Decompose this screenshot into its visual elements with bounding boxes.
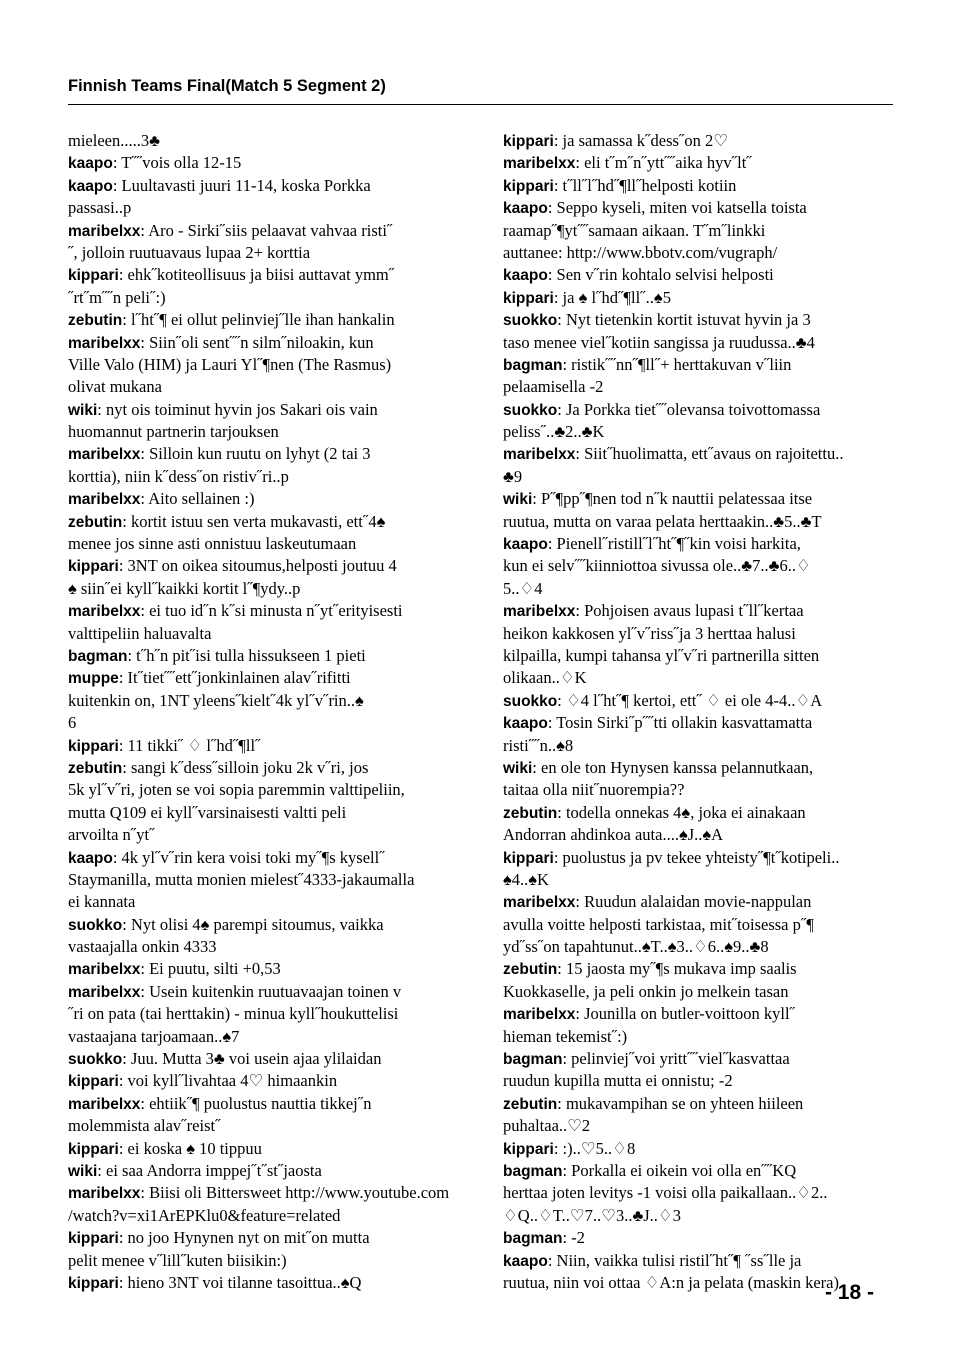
chat-line xyxy=(68,802,458,824)
chat-line xyxy=(68,287,458,309)
chat-line xyxy=(68,824,458,846)
chat-line xyxy=(503,578,893,600)
message-text: : Tosin Sirki˝p˝˝tti ollakin kasvattamatta xyxy=(547,713,813,733)
message-text: : Jounilla on butler-voittoon kyll˝ xyxy=(575,1004,796,1024)
speaker-name: bagman xyxy=(503,1051,563,1069)
chat-line xyxy=(68,421,458,443)
message-text: pelit menee v˝lill˝kuten biisikin:) xyxy=(68,1250,287,1270)
chat-line xyxy=(68,623,458,645)
chat-line xyxy=(68,1093,458,1115)
message-text: : ristik˝˝nn˝¶ll˝+ herttakuvan v˝liin xyxy=(562,354,792,374)
speaker-name: maribelxx xyxy=(68,603,141,621)
chat-line xyxy=(503,1048,893,1070)
chat-line xyxy=(68,1227,458,1249)
message-text: raamap˝¶yt˝˝samaan aikaan. T˝m˝linkki xyxy=(503,220,766,240)
message-text: : T˝˝vois olla 12-15 xyxy=(112,153,242,173)
message-text: kun ei selv˝˝kiinniottoa sivussa ole..♣7..♣6..♢ xyxy=(503,556,811,576)
message-text: : Biisi oli Bittersweet http://www.youtube.com xyxy=(140,1183,450,1203)
message-text: avulla voitte helposti tarkistaa, mit˝toisessa p˝¶ xyxy=(503,914,814,934)
message-text: : Pohjoisen avaus lupasi t˝ll˝kertaa xyxy=(575,601,804,621)
message-text: vastaajana tarjoamaan..♠7 xyxy=(68,1026,240,1046)
speaker-name: bagman xyxy=(68,647,128,665)
message-text: arvoilta n˝yt˝ xyxy=(68,825,155,845)
speaker-name: zebutin xyxy=(68,759,123,777)
speaker-name: bagman xyxy=(503,1230,563,1248)
message-text: : Ei puutu, silti +0,53 xyxy=(140,959,281,979)
message-text: mutta Q109 ei kyll˝varsinaisesti valtti peli xyxy=(68,802,347,822)
speaker-name: kaapo xyxy=(503,1252,548,1270)
message-text: ♠ siin˝ei kyll˝kaikki kortit l˝¶ydy..p xyxy=(68,578,301,598)
message-text: Staymanilla, mutta monien mielest˝4333-jakaumalla xyxy=(68,869,415,889)
chat-line xyxy=(503,1160,893,1182)
chat-line xyxy=(503,376,893,398)
chat-line xyxy=(68,578,458,600)
speaker-name: wiki xyxy=(68,1162,98,1180)
speaker-name: kaapo xyxy=(68,155,113,173)
message-text: : -2 xyxy=(562,1228,585,1248)
message-text: : P˝¶pp˝¶nen tod n˝k nauttii pelatessaa itse xyxy=(532,489,813,509)
message-text: : pelinviej˝voi yritt˝˝viel˝kasvattaa xyxy=(562,1049,790,1069)
message-text: : It˝tiet˝˝ett˝jonkinlainen alav˝rifitti xyxy=(118,668,351,688)
message-text: : eli t˝m˝n˝ytt˝˝aika hyv˝lt˝ xyxy=(575,153,752,173)
chat-line xyxy=(68,443,458,465)
message-text: : kortit istuu sen verta mukavasti, ett˝4♠ xyxy=(122,511,386,531)
chat-line xyxy=(503,175,893,197)
message-text: : ei saa Andorra imppej˝t˝st˝jaosta xyxy=(97,1160,322,1180)
message-text: : :)..♡5..♢8 xyxy=(553,1138,636,1158)
chat-line xyxy=(68,466,458,488)
chat-line xyxy=(68,936,458,958)
message-text: : Sen v˝rin kohtalo selvisi helposti xyxy=(547,265,774,285)
chat-line xyxy=(68,1272,458,1294)
left-chat-column xyxy=(68,130,458,1294)
message-text: pelaamisella -2 xyxy=(503,377,604,397)
message-text: : 11 tikki˝ ♢ l˝hd˝¶ll˝ xyxy=(118,735,261,755)
message-text: : ♢4 l˝ht˝¶ kertoi, ett˝ ♢ ei ole 4-4..♢A xyxy=(557,690,823,710)
chat-line xyxy=(503,1227,893,1249)
chat-line xyxy=(68,197,458,219)
chat-line xyxy=(68,399,458,421)
chat-line xyxy=(503,242,893,264)
chat-line xyxy=(68,1160,458,1182)
chat-line xyxy=(503,555,893,577)
speaker-name: maribelxx xyxy=(68,983,141,1001)
chat-line xyxy=(68,600,458,622)
chat-line xyxy=(68,1205,458,1227)
speaker-name: maribelxx xyxy=(68,1185,141,1203)
speaker-name: kippari xyxy=(503,289,554,307)
speaker-name: maribelxx xyxy=(68,446,141,464)
message-text: : mukavampihan se on yhteen hiileen xyxy=(557,1093,804,1113)
chat-line xyxy=(503,735,893,757)
chat-line xyxy=(503,197,893,219)
message-text: olikaan..♢K xyxy=(503,668,587,688)
chat-line xyxy=(68,555,458,577)
message-text: : ei koska ♠ 10 tippuu xyxy=(118,1138,262,1158)
message-text: : Nyt tietenkin kortit istuvat hyvin ja 3 xyxy=(557,310,811,330)
message-text: : todella onnekas 4♠, joka ei ainakaan xyxy=(557,802,806,822)
chat-line xyxy=(503,1070,893,1092)
message-text: ˝, jolloin ruutuavaus lupaa 2+ korttia xyxy=(68,242,311,262)
message-text: : Nyt olisi 4♠ parempi sitoumus, vaikka xyxy=(122,914,384,934)
message-text: : voi kyll˝livahtaa 4♡ himaankin xyxy=(118,1071,338,1091)
chat-line xyxy=(68,332,458,354)
chat-line xyxy=(68,130,458,152)
chat-line xyxy=(68,1138,458,1160)
chat-line xyxy=(68,981,458,1003)
chat-line xyxy=(68,1048,458,1070)
message-text: huomannut partnerin tarjouksen xyxy=(68,422,279,442)
chat-line xyxy=(68,645,458,667)
message-text: : puolustus ja pv tekee yhteisty˝¶t˝kotipeli.. xyxy=(553,847,840,867)
message-text: ˝ri on pata (tai herttakin) - minua kyll˝houkuttelisi xyxy=(68,1004,399,1024)
chat-line xyxy=(68,309,458,331)
page-number: - 18 - xyxy=(824,1281,874,1304)
speaker-name: suokko xyxy=(68,1051,123,1069)
message-text: korttia), niin k˝dess˝on ristiv˝ri..p xyxy=(68,466,289,486)
message-text: : Aito sellainen :) xyxy=(140,489,255,509)
speaker-name: kippari xyxy=(68,558,119,576)
message-text: : nyt ois toiminut hyvin jos Sakari ois vain xyxy=(97,399,378,419)
message-text: : Juu. Mutta 3♣ voi usein ajaa ylilaidan xyxy=(122,1049,382,1069)
chat-line xyxy=(68,354,458,376)
chat-line xyxy=(503,712,893,734)
speaker-name: bagman xyxy=(503,356,563,374)
chat-line xyxy=(503,130,893,152)
chat-line xyxy=(68,891,458,913)
chat-line xyxy=(503,152,893,174)
speaker-name: muppe xyxy=(68,670,119,688)
speaker-name: kippari xyxy=(68,267,119,285)
message-text: yd˝ss˝on tapahtunut..♠T..♠3..♢6..♠9..♣8 xyxy=(503,937,769,957)
chat-line xyxy=(503,1115,893,1137)
message-text: Ville Valo (HIM) ja Lauri Yl˝¶nen (The Rasmus) xyxy=(68,354,392,374)
message-text: : hieno 3NT voi tilanne tasoittua..♠Q xyxy=(118,1272,362,1292)
speaker-name: kaapo xyxy=(503,200,548,218)
message-text: ♣9 xyxy=(503,466,523,486)
speaker-name: maribelxx xyxy=(68,334,141,352)
message-text: : Pienell˝ristill˝l˝ht˝¶˝kin voisi harkita, xyxy=(547,534,801,554)
message-text: passasi..p xyxy=(68,198,132,218)
chat-line xyxy=(503,757,893,779)
message-text: olivat mukana xyxy=(68,377,162,397)
message-text: : t˝ll˝l˝hd˝¶ll˝helposti kotiin xyxy=(553,175,737,195)
speaker-name: suokko xyxy=(503,692,558,710)
message-text: : 15 jaosta my˝¶s mukava imp saalis xyxy=(557,959,797,979)
chat-line xyxy=(503,847,893,869)
right-chat-column xyxy=(503,130,893,1294)
chat-line xyxy=(503,623,893,645)
message-text: menee jos sinne asti onnistuu laskeutumaan xyxy=(68,534,357,554)
message-text: ruutua, mutta on varaa pelata herttaakin..♣5..♣T xyxy=(503,511,822,531)
speaker-name: kippari xyxy=(503,1140,554,1158)
speaker-name: maribelxx xyxy=(503,603,576,621)
chat-line xyxy=(503,1205,893,1227)
message-text: ei kannata xyxy=(68,892,136,912)
chat-line xyxy=(68,533,458,555)
speaker-name: zebutin xyxy=(68,513,123,531)
message-text: : ehk˝kotiteollisuus ja biisi auttavat ymm˝ xyxy=(118,265,395,285)
speaker-name: wiki xyxy=(503,491,533,509)
chat-line xyxy=(503,264,893,286)
speaker-name: zebutin xyxy=(503,961,558,979)
message-text: : ja samassa k˝dess˝on 2♡ xyxy=(553,131,729,150)
message-text: ♠4..♠K xyxy=(503,869,549,889)
message-text: : Ruudun alalaidan movie-nappulan xyxy=(575,892,812,912)
message-text: kilpailla, kumpi tahansa yl˝v˝ri partnerilla sitten xyxy=(503,645,820,665)
chat-line xyxy=(68,958,458,980)
chat-line xyxy=(503,958,893,980)
chat-line xyxy=(68,914,458,936)
speaker-name: maribelxx xyxy=(68,961,141,979)
message-text: auttanee: http://www.bbotv.com/vugraph/ xyxy=(503,242,778,262)
message-text: ruutua, niin voi ottaa ♢A:n ja pelata (maskin kera) xyxy=(503,1272,839,1292)
message-text: Andorran ahdinkoa auta....♠J..♠A xyxy=(503,825,724,845)
message-text: : Usein kuitenkin ruutuavaajan toinen v xyxy=(140,981,402,1001)
message-text: : Ja Porkka tiet˝˝olevansa toivottomassa xyxy=(557,399,821,419)
speaker-name: zebutin xyxy=(503,1095,558,1113)
chat-line xyxy=(503,869,893,891)
message-text: ˝rt˝m˝˝n peli˝:) xyxy=(68,287,166,307)
chat-line xyxy=(503,690,893,712)
chat-line xyxy=(503,511,893,533)
speaker-name: kaapo xyxy=(503,267,548,285)
chat-line xyxy=(503,1250,893,1272)
speaker-name: kippari xyxy=(68,1230,119,1248)
message-text: vastaajalla onkin 4333 xyxy=(68,937,217,957)
chat-line xyxy=(503,1093,893,1115)
message-text: /watch?v=xi1ArEPKlu0&feature=related xyxy=(68,1205,341,1225)
chat-line xyxy=(503,488,893,510)
chat-line xyxy=(503,1182,893,1204)
chat-line xyxy=(503,779,893,801)
speaker-name: maribelxx xyxy=(503,1006,576,1024)
message-text: puhaltaa..♡2 xyxy=(503,1116,591,1136)
message-text: taitaa olla niit˝nuorempia?? xyxy=(503,780,685,800)
chat-line xyxy=(503,667,893,689)
message-text: taso menee viel˝kotiin sangissa ja ruudussa..♣4 xyxy=(503,332,815,352)
chat-line xyxy=(68,1026,458,1048)
message-text: : Siin˝oli sent˝˝n silm˝niloakin, kun xyxy=(140,332,374,352)
speaker-name: maribelxx xyxy=(68,491,141,509)
speaker-name: zebutin xyxy=(503,804,558,822)
chat-line xyxy=(503,332,893,354)
chat-line xyxy=(68,667,458,689)
speaker-name: kaapo xyxy=(503,715,548,733)
message-text: herttaa joten levitys -1 voisi olla paikallaan..♢2.. xyxy=(503,1183,828,1203)
chat-line xyxy=(68,242,458,264)
chat-line xyxy=(503,891,893,913)
message-text: risti˝˝n..♠8 xyxy=(503,735,574,755)
chat-line xyxy=(68,264,458,286)
speaker-name: maribelxx xyxy=(503,894,576,912)
speaker-name: zebutin xyxy=(68,312,123,330)
chat-line xyxy=(503,1003,893,1025)
message-text: 6 xyxy=(68,713,77,733)
chat-line xyxy=(68,1070,458,1092)
message-text: : Porkalla ei oikein voi olla en˝˝KQ xyxy=(562,1160,797,1180)
chat-line xyxy=(503,600,893,622)
chat-line xyxy=(68,175,458,197)
speaker-name: maribelxx xyxy=(68,222,141,240)
message-text: : Niin, vaikka tulisi ristil˝ht˝¶ ˝ss˝lle ja xyxy=(547,1250,802,1270)
message-text: : t˝h˝n pit˝isi tulla hissukseen 1 pieti xyxy=(127,645,366,665)
chat-line xyxy=(503,354,893,376)
message-text: Kuokkaselle, ja peli onkin jo melkein tasan xyxy=(503,981,789,1001)
message-text: valttipeliin haluavalta xyxy=(68,623,212,643)
chat-line xyxy=(503,309,893,331)
speaker-name: kippari xyxy=(68,737,119,755)
page-header-title: Finnish Teams Final(Match 5 Segment 2) xyxy=(68,77,386,95)
chat-line xyxy=(68,1182,458,1204)
message-text: ruudun kupilla mutta ei onnistu; -2 xyxy=(503,1071,733,1091)
chat-line xyxy=(68,847,458,869)
chat-line xyxy=(503,466,893,488)
speaker-name: maribelxx xyxy=(503,155,576,173)
chat-line xyxy=(68,757,458,779)
message-text: : en ole ton Hynysen kanssa pelannutkaan, xyxy=(532,757,814,777)
speaker-name: wiki xyxy=(68,401,98,419)
chat-line xyxy=(68,779,458,801)
message-text: kuitenkin on, 1NT yleens˝kielt˝4k yl˝v˝rin..♠ xyxy=(68,690,364,710)
chat-line xyxy=(503,936,893,958)
message-text: mieleen.....3♣ xyxy=(68,131,160,150)
message-text: ♢Q..♢T..♡7..♡3..♣J..♢3 xyxy=(503,1205,681,1225)
speaker-name: bagman xyxy=(503,1162,563,1180)
chat-line xyxy=(68,712,458,734)
chat-line xyxy=(68,690,458,712)
chat-line xyxy=(68,1115,458,1137)
chat-line xyxy=(503,981,893,1003)
speaker-name: kaapo xyxy=(68,849,113,867)
speaker-name: suokko xyxy=(503,312,558,330)
speaker-name: wiki xyxy=(503,759,533,777)
chat-line xyxy=(68,152,458,174)
message-text: : ja ♠ l˝hd˝¶ll˝..♠5 xyxy=(553,287,671,307)
speaker-name: kaapo xyxy=(503,536,548,554)
speaker-name: suokko xyxy=(68,916,123,934)
chat-line xyxy=(503,1026,893,1048)
speaker-name: maribelxx xyxy=(503,446,576,464)
chat-line xyxy=(68,511,458,533)
message-text: : sangi k˝dess˝silloin joku 2k v˝ri, jos xyxy=(122,757,369,777)
speaker-name: maribelxx xyxy=(68,1095,141,1113)
chat-line xyxy=(68,220,458,242)
chat-line xyxy=(68,376,458,398)
chat-line xyxy=(503,220,893,242)
chat-line xyxy=(503,443,893,465)
message-text: : Luultavasti juuri 11-14, koska Porkka xyxy=(112,175,371,195)
chat-line xyxy=(503,399,893,421)
message-text: : 4k yl˝v˝rin kera voisi toki my˝¶s kysell˝ xyxy=(112,847,385,867)
chat-line xyxy=(503,421,893,443)
chat-line xyxy=(68,735,458,757)
message-text: : 3NT on oikea sitoumus,helposti joutuu 4 xyxy=(118,556,397,576)
speaker-name: suokko xyxy=(503,401,558,419)
message-text: : Aro - Sirki˝siis pelaavat vahvaa risti˝ xyxy=(140,220,393,240)
chat-line xyxy=(68,1003,458,1025)
message-text: heikon kakkosen yl˝v˝riss˝ja 3 herttaa halusi xyxy=(503,623,796,643)
speaker-name: kippari xyxy=(503,177,554,195)
chat-line xyxy=(503,533,893,555)
chat-line xyxy=(503,914,893,936)
message-text: : l˝ht˝¶ ei ollut pelinviej˝lle ihan hankalin xyxy=(122,310,395,330)
chat-line xyxy=(503,824,893,846)
message-text: : Siit˝huolimatta, ett˝avaus on rajoitettu.. xyxy=(575,444,844,464)
message-text: : ehtiik˝¶ puolustus nauttia tikkej˝n xyxy=(140,1093,372,1113)
chat-line xyxy=(503,802,893,824)
message-text: molemmista alav˝reist˝ xyxy=(68,1116,221,1136)
chat-line xyxy=(68,1250,458,1272)
chat-line xyxy=(503,645,893,667)
speaker-name: kaapo xyxy=(68,177,113,195)
speaker-name: kippari xyxy=(503,133,554,150)
message-text: : ei tuo id˝n k˝si minusta n˝yt˝erityisesti xyxy=(140,601,403,621)
message-text: hieman tekemist˝:) xyxy=(503,1026,628,1046)
message-text: : no joo Hynynen nyt on mit˝on mutta xyxy=(118,1228,370,1248)
message-text: peliss˝..♣2..♣K xyxy=(503,422,605,442)
speaker-name: kippari xyxy=(68,1274,119,1292)
chat-line xyxy=(503,1138,893,1160)
header-rule xyxy=(68,104,893,105)
chat-line xyxy=(503,287,893,309)
speaker-name: kippari xyxy=(503,849,554,867)
message-text: : Silloin kun ruutu on lyhyt (2 tai 3 xyxy=(140,444,371,464)
message-text: : Seppo kyseli, miten voi katsella toista xyxy=(547,198,807,218)
speaker-name: kippari xyxy=(68,1073,119,1091)
chat-line xyxy=(68,488,458,510)
message-text: 5..♢4 xyxy=(503,578,543,598)
chat-line xyxy=(68,869,458,891)
speaker-name: kippari xyxy=(68,1140,119,1158)
message-text: 5k yl˝v˝ri, joten se voi sopia paremmin valttipeliin, xyxy=(68,780,405,800)
